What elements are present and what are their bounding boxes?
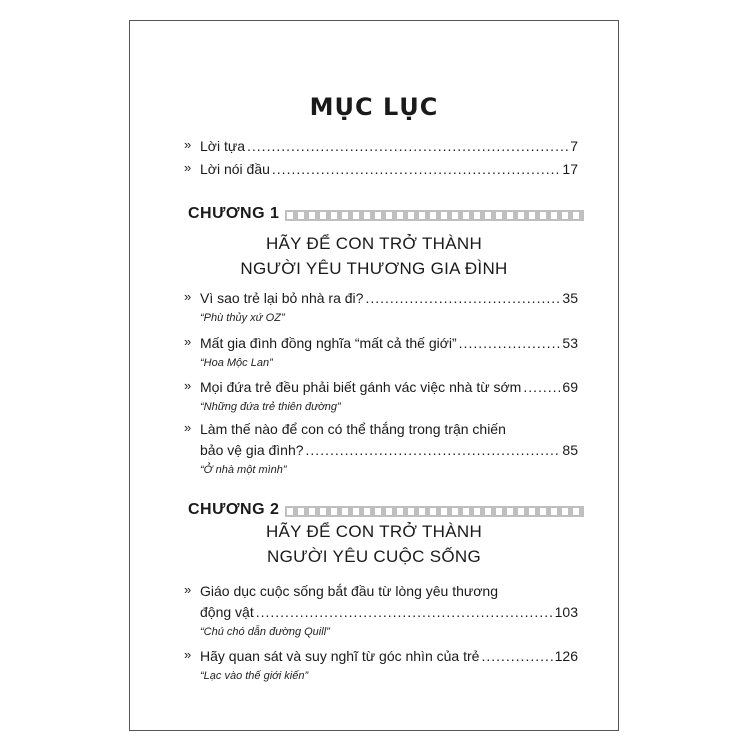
bullet-icon: » (184, 289, 192, 304)
dot-leader (523, 378, 560, 396)
bullet-icon: » (184, 420, 192, 435)
chapter-1-header (188, 207, 584, 223)
entry-subtitle: “Chú chó dẫn đường Quill” (200, 626, 330, 638)
toc-entry (184, 289, 578, 324)
entry-label: Hãy quan sát và suy nghĩ từ góc nhìn của trẻ (200, 648, 480, 664)
entry-subtitle: “Hoa Mộc Lan” (200, 357, 273, 369)
chapter-title-line: NGƯỜI YÊU CUỘC SỐNG (267, 547, 481, 566)
bullet-icon: » (184, 378, 192, 393)
page-number: 103 (554, 604, 578, 620)
page-title: MỤC LỤC (309, 93, 439, 121)
page-number: 35 (562, 290, 578, 306)
bullet-icon: » (184, 160, 192, 175)
entry-label: Vì sao trẻ lại bỏ nhà ra đi? (200, 290, 364, 306)
entry-label: Mất gia đình đồng nghĩa “mất cả thế giới” (200, 335, 457, 351)
chapter-1-title (130, 231, 618, 281)
bullet-icon: » (184, 137, 192, 152)
chapter-label: CHƯƠNG 2 (188, 501, 285, 519)
dot-leader (365, 289, 560, 307)
chapter-title-line: HÃY ĐỂ CON TRỞ THÀNH (265, 234, 483, 253)
chapter-2-header (188, 503, 584, 519)
page-number: 53 (562, 335, 578, 351)
toc-entry (184, 582, 578, 638)
entry-subtitle: “Những đứa trẻ thiên đường” (200, 401, 341, 413)
bullet-icon: » (184, 334, 192, 349)
entry-label: Mọi đứa trẻ đều phải biết gánh vác việc nhà từ sớm (200, 379, 522, 395)
toc-entry-preface (184, 137, 578, 155)
chapter-label: CHƯƠNG 1 (188, 205, 285, 223)
dot-leader (256, 603, 553, 621)
chapter-title-line: HÃY ĐỂ CON TRỞ THÀNH (265, 522, 483, 541)
page-number: 69 (562, 379, 578, 395)
entry-label: động vật (200, 604, 254, 620)
dot-leader (481, 647, 552, 665)
entry-subtitle: “Lạc vào thế giới kiến” (200, 670, 309, 682)
entry-subtitle: “Phù thủy xứ OZ” (200, 312, 285, 324)
page-number: 17 (562, 161, 578, 177)
dot-leader (459, 334, 561, 352)
book-page (129, 20, 619, 731)
toc-entry (184, 334, 578, 369)
bullet-icon: » (184, 582, 192, 597)
page-number: 85 (562, 442, 578, 458)
dot-leader (272, 160, 561, 178)
entry-subtitle: “Ở nhà một mình” (200, 464, 287, 476)
page-number: 7 (570, 138, 578, 154)
bullet-icon: » (184, 647, 192, 662)
dot-leader (247, 137, 568, 155)
toc-entry (184, 647, 578, 682)
entry-label: Giáo dục cuộc sống bắt đầu từ lòng yêu thương (200, 583, 499, 599)
toc-entry (184, 420, 578, 476)
page-number: 126 (554, 648, 578, 664)
chapter-title-line: NGƯỜI YÊU THƯƠNG GIA ĐÌNH (240, 259, 508, 278)
entry-label: Lời tựa (200, 138, 246, 154)
chapter-2-title (130, 519, 618, 569)
entry-label: Làm thế nào để con có thể thắng trong trận chiến (200, 421, 506, 437)
entry-label: bảo vệ gia đình? (200, 442, 304, 458)
toc-entry (184, 378, 578, 413)
toc-entry-foreword (184, 160, 578, 178)
entry-label: Lời nói đầu (200, 161, 270, 177)
dot-leader (306, 441, 561, 459)
